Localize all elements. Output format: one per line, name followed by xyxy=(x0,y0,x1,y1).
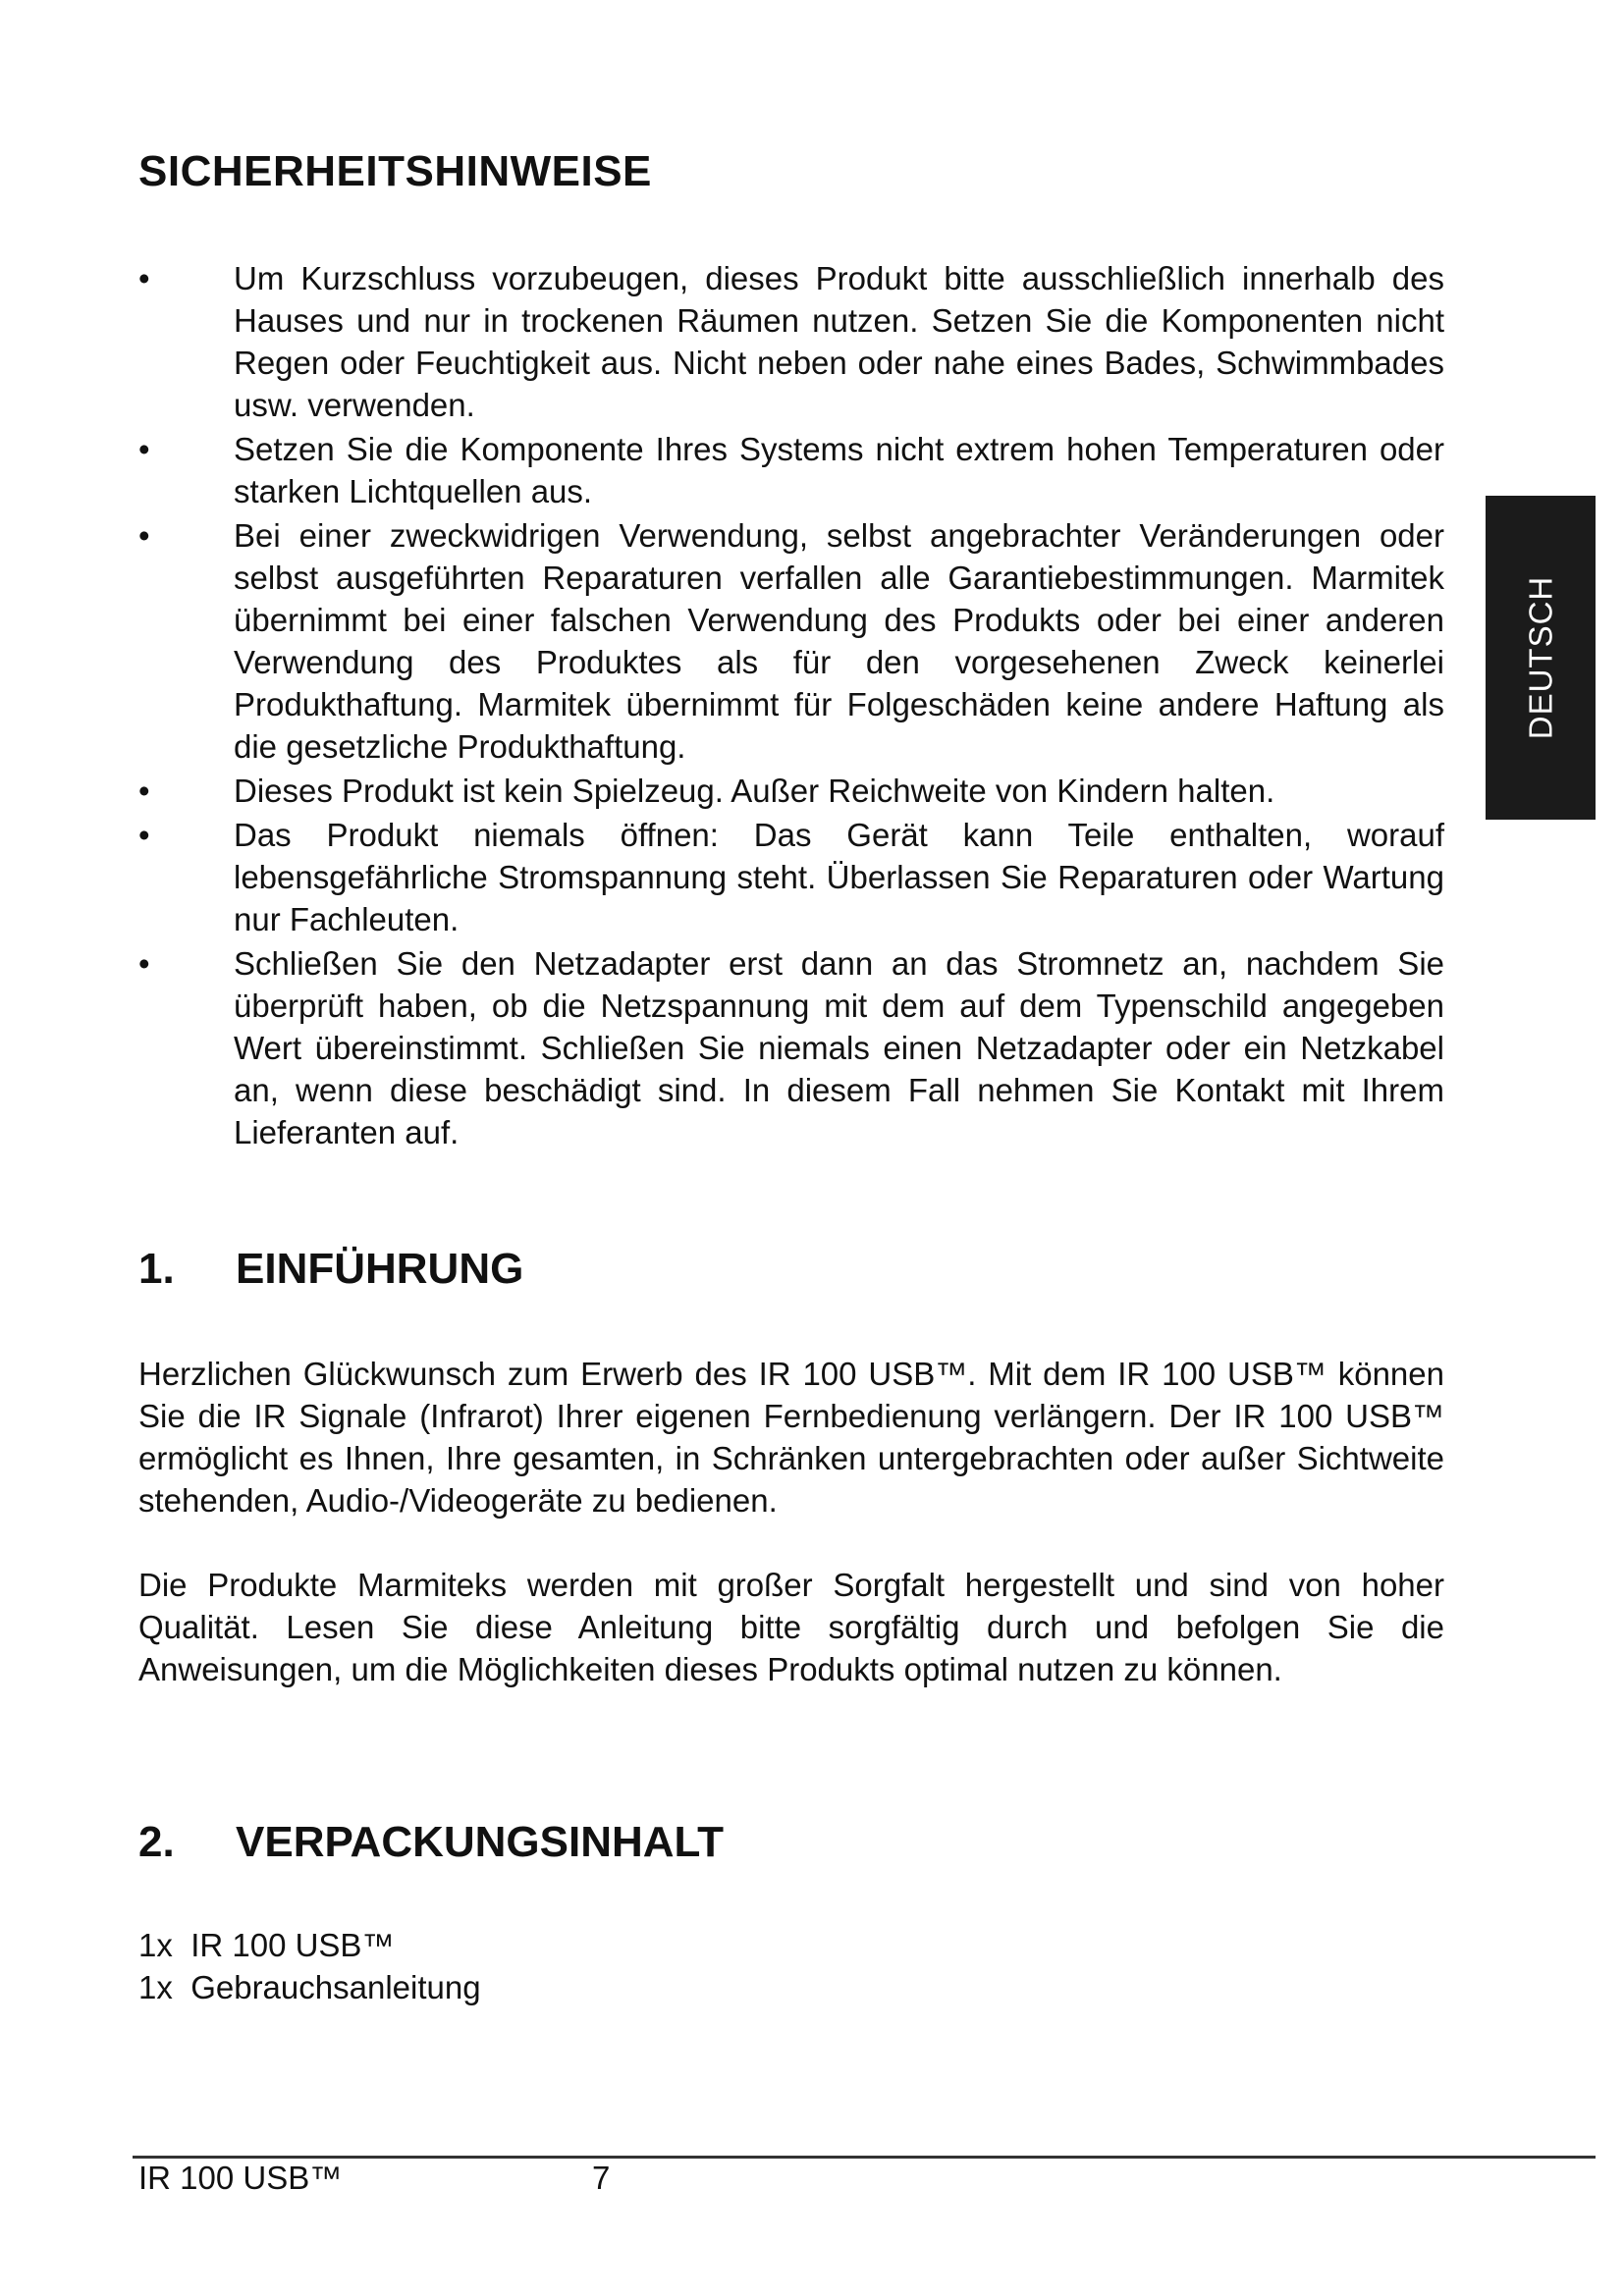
intro-paragraph: Herzlichen Glückwunsch zum Erwerb des IR 100 USB™. Mit dem IR 100 USB™ können Sie die IR Signale (Infrarot) Ihrer eigenen Fernbedienung verlängern. Der IR 100 USB™ ermöglicht es Ihnen, Ihre gesamten, in Schränken untergebrachten oder außer Sichtweite stehenden, Audio-/Videogeräte zu bedienen. xyxy=(138,1356,1444,1519)
intro-section xyxy=(138,1245,1444,1690)
section-heading-contents xyxy=(138,1818,1444,1867)
language-tab xyxy=(1486,496,1596,820)
list-item xyxy=(138,257,1444,426)
bullet-icon: • xyxy=(138,431,150,467)
list-item xyxy=(138,428,1444,512)
section-heading-intro xyxy=(138,1245,1444,1294)
page-number: 7 xyxy=(592,2160,611,2196)
safety-item-text: Schließen Sie den Netzadapter erst dann an das Stromnetz an, nachdem Sie überprüft haben, ob die Netzspannung mit dem auf dem Typenschild angegeben Wert übereinstimmt. Schließen Sie niemals einen Netzadapter oder ein Netzkabel an, wenn diese beschädigt sind. In diesem Fall nehmen Sie Kontakt mit Ihrem Lieferanten auf. xyxy=(234,945,1444,1150)
section-title: VERPACKUNGSINHALT xyxy=(236,1818,725,1866)
section-number: 1. xyxy=(138,1245,175,1293)
bullet-icon: • xyxy=(138,945,150,982)
list-item: 1x Gebrauchsanleitung xyxy=(138,1969,481,2005)
list-item xyxy=(138,770,1444,812)
list-item xyxy=(138,814,1444,940)
safety-item-text: Dieses Produkt ist kein Spielzeug. Außer Reichweite von Kindern halten. xyxy=(234,773,1275,809)
safety-item-text: Bei einer zweckwidrigen Verwendung, selbst angebrachter Veränderungen oder selbst ausgeführten Reparaturen verfallen alle Garantiebestimmungen. Marmitek übernimmt bei einer falschen Verwendung des Produkts oder bei einer anderen Verwendung des Produktes als für den vorgesehenen Zweck keinerlei Produkthaftung. Marmitek übernimmt für Folgeschäden keine andere Haftung als die gesetzliche Produkthaftung. xyxy=(234,517,1444,765)
safety-item-text: Setzen Sie die Komponente Ihres Systems nicht extrem hohen Temperaturen oder starken Lichtquellen aus. xyxy=(234,431,1444,509)
section-title: EINFÜHRUNG xyxy=(236,1245,524,1293)
section-number: 2. xyxy=(138,1818,175,1866)
intro-paragraph: Die Produkte Marmiteks werden mit großer Sorgfalt hergestellt und sind von hoher Qualität. Lesen Sie diese Anleitung bitte sorgfältig durch und befolgen Sie die Anweisungen, um die Möglichkeiten dieses Produkts optimal nutzen zu können. xyxy=(138,1567,1444,1687)
safety-list xyxy=(138,257,1444,1155)
safety-item-text: Um Kurzschluss vorzubeugen, dieses Produkt bitte ausschließlich innerhalb des Hauses und nur in trockenen Räumen nutzen. Setzen Sie die Komponenten nicht Regen oder Feuchtigkeit aus. Nicht neben oder nahe eines Bades, Schwimmbades usw. verwenden. xyxy=(234,260,1444,423)
contents-list xyxy=(138,1924,1444,2008)
bullet-icon: • xyxy=(138,517,150,554)
page-title: SICHERHEITSHINWEISE xyxy=(138,147,652,195)
list-item xyxy=(138,942,1444,1153)
bullet-icon: • xyxy=(138,260,150,296)
list-item: 1x IR 100 USB™ xyxy=(138,1927,395,1963)
footer-model: IR 100 USB™ xyxy=(138,2160,343,2196)
list-item xyxy=(138,514,1444,768)
bullet-icon: • xyxy=(138,817,150,853)
bullet-icon: • xyxy=(138,773,150,809)
language-tab-label: DEUTSCH xyxy=(1522,575,1559,740)
safety-item-text: Das Produkt niemals öffnen: Das Gerät kann Teile enthalten, worauf lebensgefährliche Stromspannung steht. Überlassen Sie Reparaturen oder Wartung nur Fachleuten. xyxy=(234,817,1444,937)
contents-section xyxy=(138,1818,1444,2008)
footer-divider xyxy=(133,2156,1596,2159)
